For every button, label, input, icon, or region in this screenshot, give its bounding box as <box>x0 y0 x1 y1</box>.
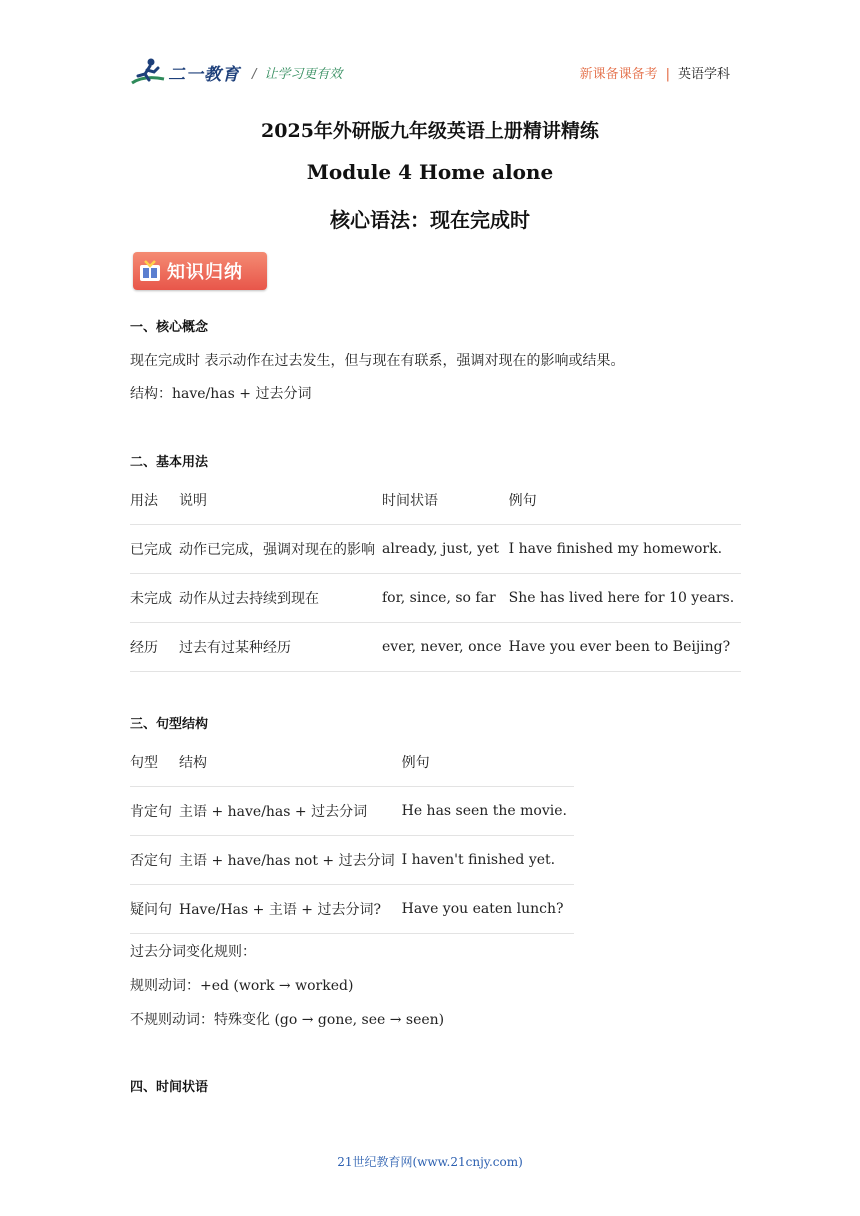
logo <box>130 56 240 88</box>
header-separator: | <box>665 67 670 82</box>
column-header: 结构 <box>179 738 402 787</box>
header-course-label: 新课备课备考 <box>579 67 658 82</box>
table-cell: 疑问句 <box>130 885 179 934</box>
table-row <box>130 885 574 934</box>
table-cell: 肯定句 <box>130 787 179 836</box>
table-cell: I have finished my homework. <box>509 525 742 574</box>
table-row <box>130 836 574 885</box>
header-right <box>580 63 730 82</box>
section4-heading: 四、时间状语 <box>130 1080 209 1095</box>
table-header-row <box>130 738 574 787</box>
table-cell: He has seen the movie. <box>402 787 574 836</box>
table-row <box>130 787 574 836</box>
table-cell: 否定句 <box>130 836 179 885</box>
section3-heading: 三、句型结构 <box>130 717 209 732</box>
header-subject-label: 英语学科 <box>677 67 730 82</box>
table-cell: 动作从过去持续到现在 <box>179 574 382 623</box>
module-title: Module 4 Home alone <box>306 160 554 184</box>
table-cell: ever, never, once <box>382 623 509 672</box>
column-header: 句型 <box>130 738 179 787</box>
section1-heading: 一、核心概念 <box>130 320 209 335</box>
table-header-row <box>130 476 741 525</box>
irregular-verb-rule: 不规则动词：特殊变化 (go → gone, see → seen) <box>130 1012 445 1028</box>
table-cell: already, just, yet <box>382 525 509 574</box>
runner-logo-icon <box>130 57 166 87</box>
regular-verb-rule: 规则动词：+ed (work → worked) <box>130 978 354 994</box>
table-cell: Have you eaten lunch? <box>402 885 574 934</box>
table-row <box>130 525 741 574</box>
table-cell: 主语 + have/has not + 过去分词 <box>179 836 402 885</box>
grammar-title: 核心语法：现在完成时 <box>330 208 530 232</box>
badge-label: 知识归纳 <box>167 262 243 283</box>
footer-text: 21世纪教育网(www.21cnjy.com) <box>337 1155 523 1169</box>
definition-text: 现在完成时 表示动作在过去发生，但与现在有联系，强调对现在的影响或结果。 <box>130 353 625 369</box>
logo-text: 二一教育 <box>168 64 240 85</box>
structure-text: 结构：have/has + 过去分词 <box>130 386 312 402</box>
table-cell: She has lived here for 10 years. <box>509 574 742 623</box>
table-row <box>130 574 741 623</box>
column-header: 说明 <box>179 476 382 525</box>
knowledge-summary-badge <box>133 252 267 290</box>
sentence-pattern-table <box>130 738 574 934</box>
table-cell: 动作已完成，强调对现在的影响 <box>179 525 382 574</box>
table-row <box>130 623 741 672</box>
table-cell: Have/Has + 主语 + 过去分词? <box>179 885 402 934</box>
document-title: 2025年外研版九年级英语上册精讲精练 <box>261 120 599 142</box>
table-cell: 主语 + have/has + 过去分词 <box>179 787 402 836</box>
table-cell: 经历 <box>130 623 179 672</box>
column-header: 时间状语 <box>382 476 509 525</box>
slogan-text: 让学习更有效 <box>264 67 343 82</box>
table-cell: for, since, so far <box>382 574 509 623</box>
page-header <box>130 56 730 92</box>
participle-rules-title: 过去分词变化规则： <box>130 944 256 960</box>
book-icon <box>139 259 161 283</box>
table-cell: Have you ever been to Beijing? <box>509 623 742 672</box>
usage-table <box>130 476 741 672</box>
table-cell: I haven't finished yet. <box>402 836 574 885</box>
table-cell: 已完成 <box>130 525 179 574</box>
section2-heading: 二、基本用法 <box>130 455 209 470</box>
column-header: 用法 <box>130 476 179 525</box>
slogan: / 让学习更有效 <box>252 67 343 82</box>
column-header: 例句 <box>509 476 742 525</box>
table-cell: 过去有过某种经历 <box>179 623 382 672</box>
table-cell: 未完成 <box>130 574 179 623</box>
column-header: 例句 <box>402 738 574 787</box>
